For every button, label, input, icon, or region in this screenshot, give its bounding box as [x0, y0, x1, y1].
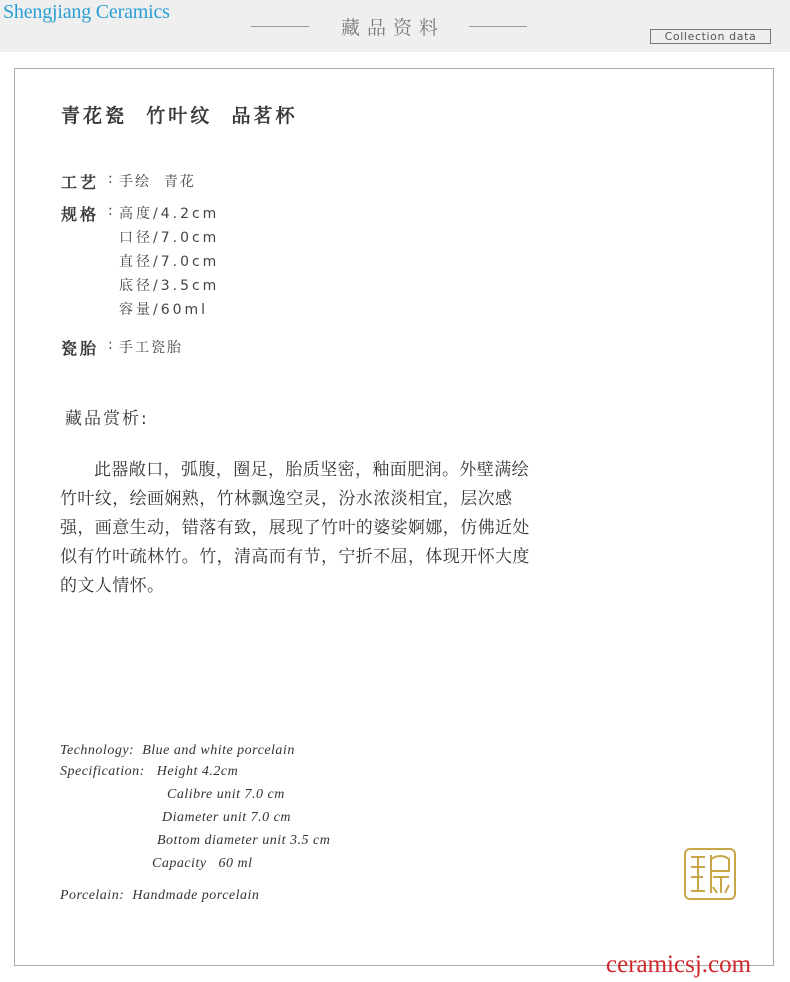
craft-label: 工艺	[61, 173, 100, 192]
spec-height: 高度/4.2cm	[119, 206, 220, 222]
body-value: 手工瓷胎	[119, 340, 183, 356]
site-watermark[interactable]: ceramicsj.com	[606, 951, 752, 978]
product-title: 青花瓷 竹叶纹 品茗杯	[61, 105, 298, 127]
header-divider-left	[251, 26, 309, 27]
spec-colon: :	[108, 203, 115, 219]
en-bottom-diameter: Bottom diameter unit 3.5 cm	[157, 833, 331, 848]
en-diameter: Diameter unit 7.0 cm	[162, 810, 291, 825]
craft-value: 手绘 青花	[119, 174, 196, 190]
spec-label: 规格	[61, 205, 100, 224]
spec-base-diameter: 底径/3.5cm	[119, 278, 220, 294]
spec-diameter: 直径/7.0cm	[119, 254, 220, 270]
en-porcelain: Porcelain: Handmade porcelain	[60, 888, 260, 903]
spec-capacity: 容量/60ml	[119, 302, 209, 318]
body-label: 瓷胎	[61, 339, 100, 358]
header-title: 藏品资料	[340, 17, 445, 39]
body-colon: :	[108, 337, 115, 353]
appreciation-heading: 藏品赏析:	[65, 409, 149, 429]
header-divider-right	[469, 26, 527, 27]
en-calibre: Calibre unit 7.0 cm	[167, 787, 285, 802]
appreciation-text: 此器敞口，弧腹，圈足，胎质坚密，釉面肥润。外壁满绘竹叶纹，绘画娴熟，竹林飘逸空灵，汾水浓淡相宜，层次感强，画意生动，错落有致，展现了竹叶的婆娑婀娜，仿佛近处似有竹叶疏林竹。竹，清高而有节，宁折不屈，体现开怀大度的文人情怀。	[60, 460, 530, 596]
collection-data-badge: Collection data	[650, 29, 771, 44]
en-specification: Specification: Height 4.2cm	[60, 764, 239, 779]
en-capacity: Capacity 60 ml	[152, 856, 253, 871]
seal-stamp-icon	[683, 847, 737, 901]
brand-name[interactable]: Shengjiang Ceramics	[3, 1, 170, 23]
spec-mouth-diameter: 口径/7.0cm	[119, 230, 220, 246]
craft-colon: :	[108, 171, 115, 187]
en-technology: Technology: Blue and white porcelain	[60, 743, 295, 758]
header-bar	[0, 0, 790, 52]
